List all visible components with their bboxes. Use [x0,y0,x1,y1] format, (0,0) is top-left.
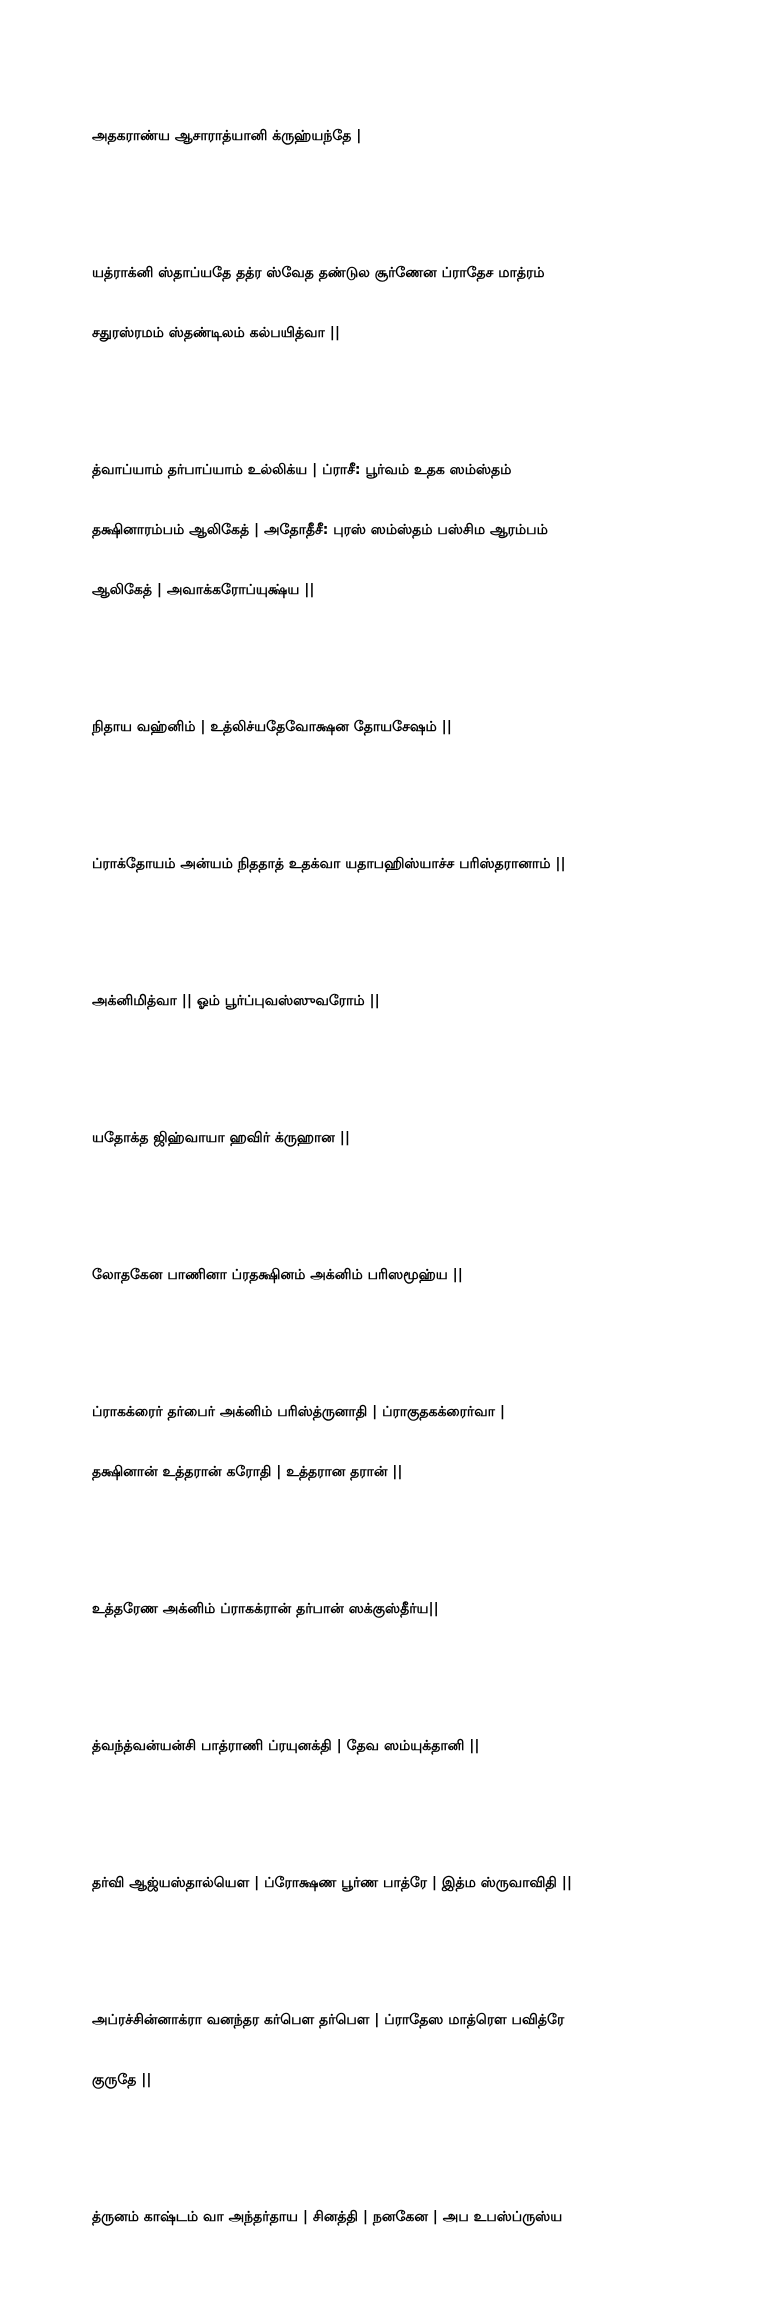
paragraph [92,1559,712,1659]
text-line: தக்ஷினாரம்பம் ஆலிகேத் | அதோதீசீ: புரஸ் ஸம்ஸ்தம் பஸ்சிம ஆரம்பம் [92,522,548,538]
paragraph [92,2167,712,2267]
text-line: யத்ராக்னி ஸ்தாப்யதே தத்ர ஸ்வேத தண்டுல சூர்ணேன ப்ராதேச மாத்ரம் [92,265,545,281]
paragraph [92,677,712,777]
paragraph [92,420,712,640]
text-line: அப்ரச்சின்னாக்ரா வனந்தர கர்பௌ தர்பௌ | ப்ராதேஸ மாத்ரௌ பவித்ரே [92,2012,565,2028]
paragraph [92,1225,712,1325]
text-line: த்ருனம் காஷ்டம் வா அந்தர்தாய | சினத்தி | நனகேன | அப உபஸ்ப்ருஸ்ய [92,2209,563,2225]
document-body [92,86,712,2304]
text-line: குருதே || [92,2072,152,2088]
text-line: தக்ஷினான் உத்தரான் கரோதி | உத்தரான தரான் || [92,1464,403,1480]
paragraph [92,1088,712,1188]
paragraph [92,1833,712,1933]
paragraph [92,1696,712,1796]
text-line: ப்ராகக்ரைர் தர்பைர் அக்னிம் பரிஸ்த்ருனாதி | ப்ராகுதகக்ரைர்வா | [92,1404,505,1420]
text-line: த்வாப்யாம் தர்பாப்யாம் உல்லிக்ய | ப்ராசீ: பூர்வம் உதக ஸம்ஸ்தம் [92,462,512,478]
paragraph [92,86,712,186]
text-line: யதோக்த ஜிஹ்வாயா ஹவிர் க்ருஹான || [92,1130,350,1146]
text-line: ப்ராக்தோயம் அன்யம் நிததாத் உதக்வா யதாபஹிஸ்யாச்ச பரிஸ்தரானாம் || [92,856,566,872]
text-line: அக்னிமித்வா || ஓம் பூர்ப்புவஸ்ஸுவரோம் || [92,993,380,1009]
text-line: தர்வி ஆஜ்யஸ்தால்யௌ | ப்ரோக்ஷண பூர்ண பாத்ரே | இத்ம ஸ்ருவாவிதி || [92,1875,572,1891]
text-line: சதுரஸ்ரமம் ஸ்தண்டிலம் கல்பயித்வா || [92,325,340,341]
paragraph [92,814,712,914]
text-line: லோதகேன பாணினா ப்ரதக்ஷினம் அக்னிம் பரிஸமூஹ்ய || [92,1267,463,1283]
text-line: த்வந்த்வன்யன்சி பாத்ராணி ப்ரயுனக்தி | தேவ ஸம்யுக்தானி || [92,1738,480,1754]
text-line: அதகராண்ய ஆசாராத்யானி க்ருஹ்யந்தே | [92,128,362,144]
paragraph [92,1970,712,2130]
text-line: நிதாய வஹ்னிம் | உத்லிச்யதேவோக்ஷன தோயசேஷம் || [92,719,452,735]
text-line: உத்தரேண அக்னிம் ப்ராகக்ரான் தர்பான் ஸக்குஸ்தீர்ய|| [92,1601,439,1617]
paragraph [92,1362,712,1522]
paragraph [92,223,712,383]
paragraph [92,951,712,1051]
text-line: ஆலிகேத் | அவாக்கரோப்யுக்ஷ்ய || [92,582,315,598]
